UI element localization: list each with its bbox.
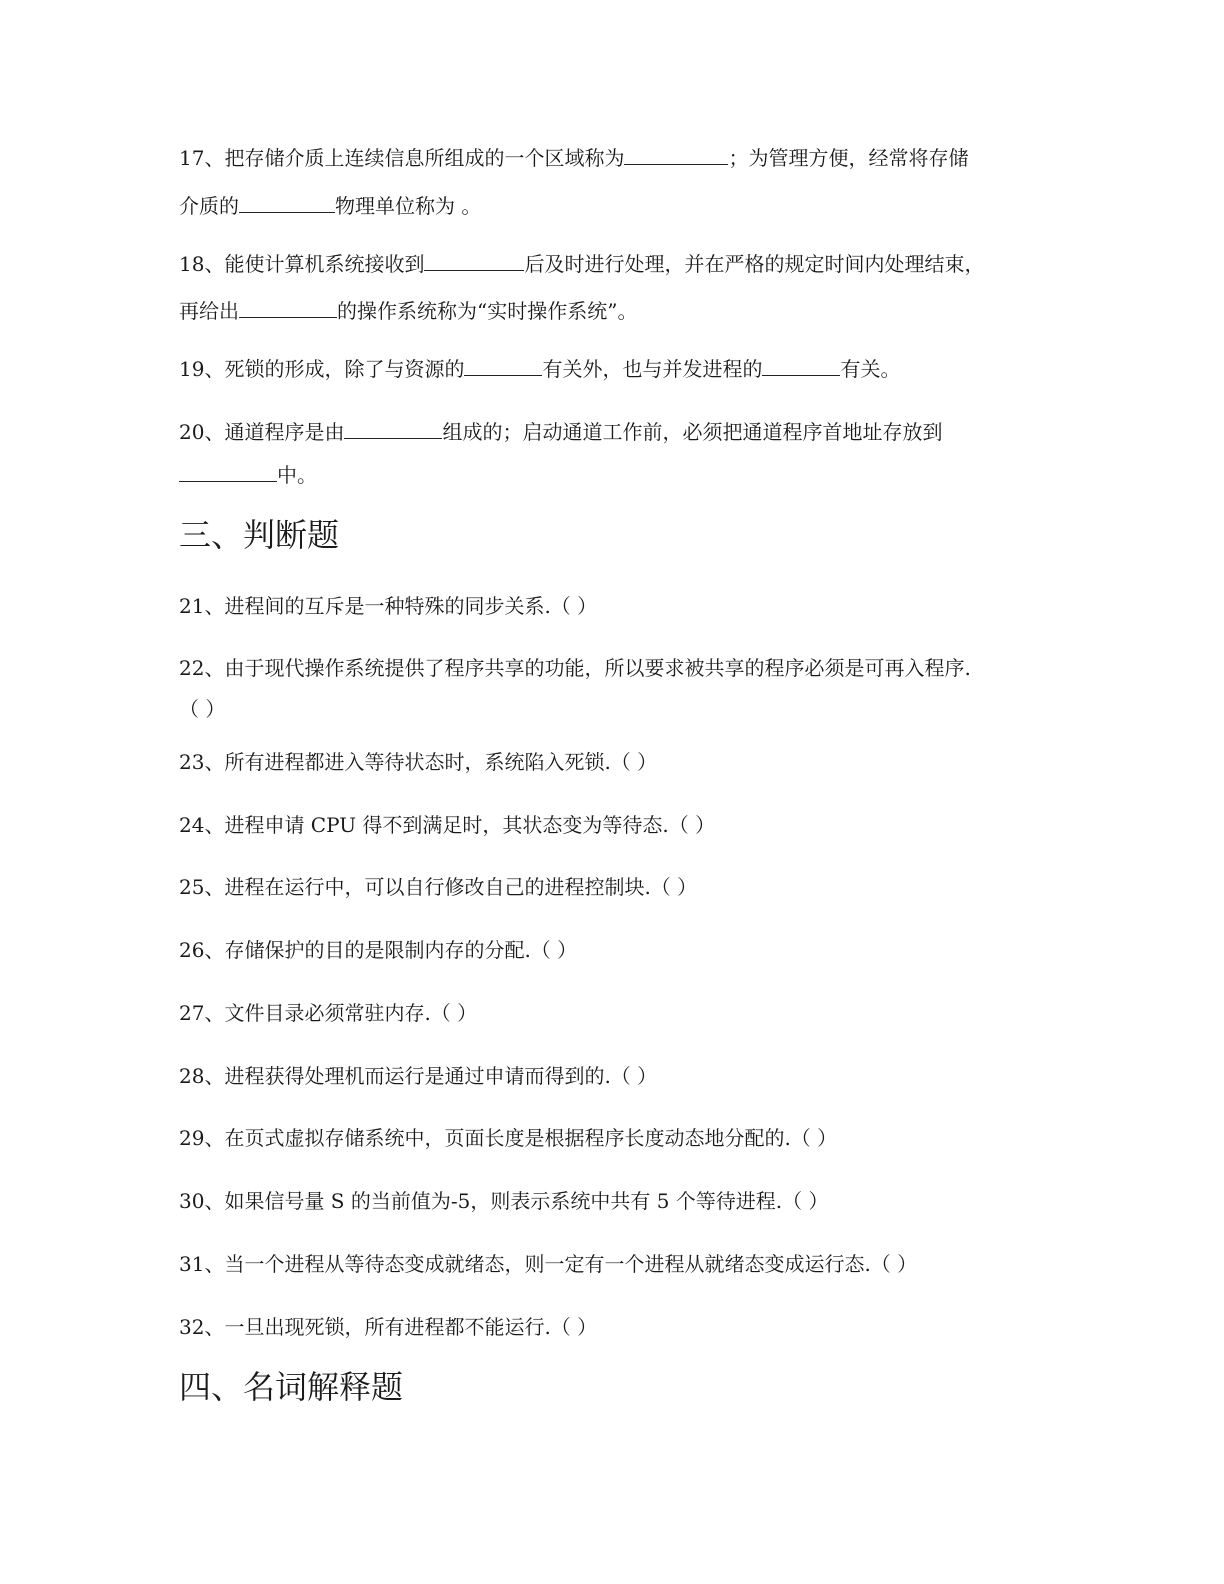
question-26: 26、存储保护的目的是限制内存的分配.（ ） — [179, 938, 578, 962]
question-text: 的操作系统称为“实时操作系统”。 — [337, 299, 638, 323]
fill-blank — [424, 250, 524, 271]
question-text: 20、通道程序是由 — [179, 420, 345, 444]
question-17-line-2 — [179, 192, 481, 220]
question-text: 组成的；启动通道工作前，必须把通道程序首地址存放到 — [442, 420, 943, 444]
question-27: 27、文件目录必须常驻内存.（ ） — [179, 1001, 478, 1025]
fill-blank — [624, 144, 728, 165]
question-20-line-1 — [179, 418, 942, 446]
question-text: 17、把存储介质上连续信息所组成的一个区域称为 — [179, 146, 625, 170]
question-19 — [179, 355, 900, 383]
question-text: 中。 — [277, 463, 317, 487]
question-22-line-2: （ ） — [179, 697, 226, 721]
section-heading-terms: 四、名词解释题 — [179, 1368, 404, 1406]
question-text: 有关外，也与并发进程的 — [542, 357, 763, 381]
fill-blank — [179, 461, 277, 482]
question-21: 21、进程间的互斥是一种特殊的同步关系.（ ） — [179, 594, 598, 618]
question-18-line-2 — [179, 297, 637, 325]
fill-blank — [239, 297, 337, 318]
question-text: ；为管理方便，经常将存储 — [728, 146, 969, 170]
fill-blank — [464, 355, 542, 376]
question-31: 31、当一个进程从等待态变成就绪态，则一定有一个进程从就绪态变成运行态.（ ） — [179, 1252, 918, 1276]
question-20-line-2 — [179, 461, 317, 489]
fill-blank — [762, 355, 840, 376]
question-17-line-1 — [179, 144, 968, 172]
question-text: 有关。 — [840, 357, 901, 381]
fill-blank — [239, 192, 335, 213]
question-28: 28、进程获得处理机而运行是通过申请而得到的.（ ） — [179, 1064, 658, 1088]
question-29: 29、在页式虚拟存储系统中，页面长度是根据程序长度动态地分配的.（ ） — [179, 1126, 838, 1150]
question-text: 19、死锁的形成，除了与资源的 — [179, 357, 465, 381]
question-18-line-1 — [179, 250, 984, 278]
section-heading-judgment: 三、判断题 — [179, 516, 340, 554]
fill-blank — [344, 418, 442, 439]
question-text: 再给出 — [179, 299, 239, 323]
question-32: 32、一旦出现死锁，所有进程都不能运行.（ ） — [179, 1315, 598, 1339]
question-25: 25、进程在运行中，可以自行修改自己的进程控制块.（ ） — [179, 875, 698, 899]
question-23: 23、所有进程都进入等待状态时，系统陷入死锁.（ ） — [179, 750, 658, 774]
question-text: 介质的 — [179, 194, 239, 218]
question-24: 24、进程申请 CPU 得不到满足时，其状态变为等待态.（ ） — [179, 813, 716, 837]
question-text: 物理单位称为 。 — [335, 194, 482, 218]
question-22-line-1: 22、由于现代操作系统提供了程序共享的功能，所以要求被共享的程序必须是可再入程序. — [179, 656, 971, 680]
question-30: 30、如果信号量 S 的当前值为-5，则表示系统中共有 5 个等待进程.（ ） — [179, 1189, 829, 1213]
question-text: 后及时进行处理，并在严格的规定时间内处理结束， — [524, 252, 985, 276]
question-text: 18、能使计算机系统接收到 — [179, 252, 425, 276]
